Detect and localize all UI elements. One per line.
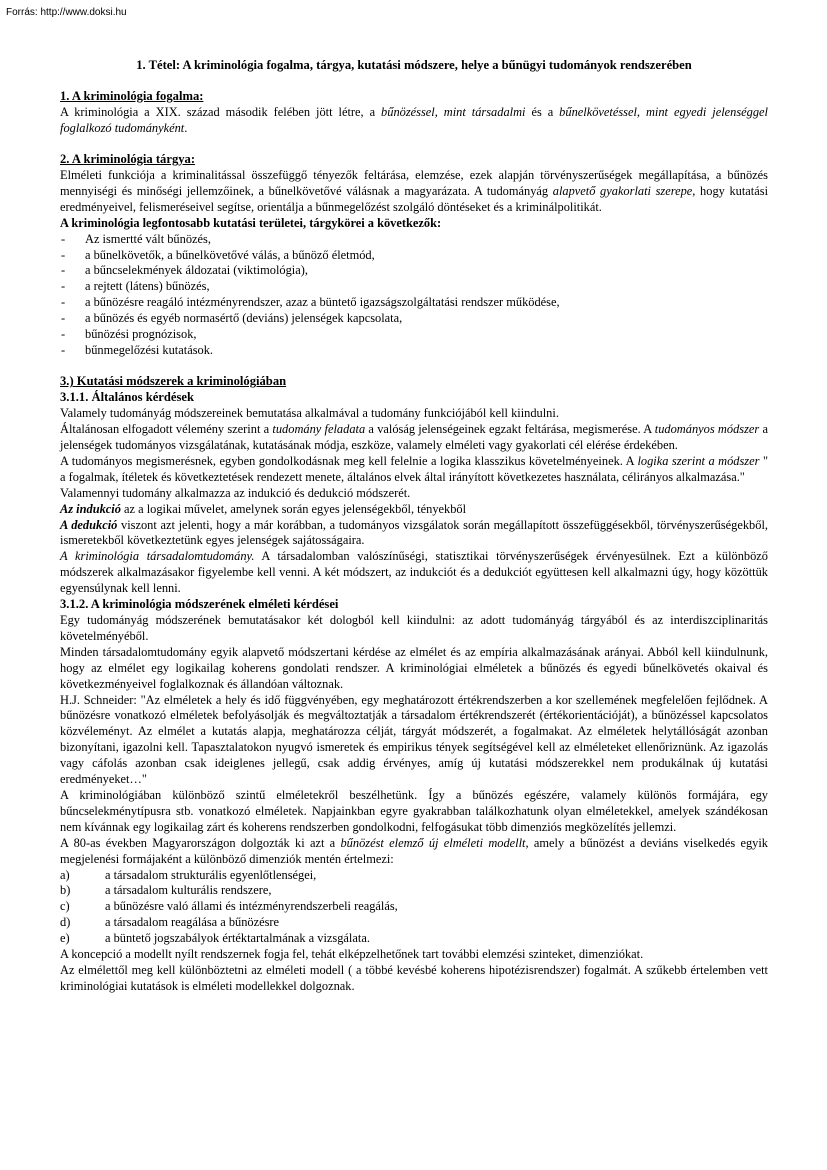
- section-3-heading: 3.) Kutatási módszerek a kriminológiában: [60, 374, 287, 389]
- list-item: d) a társadalom reagálása a bűnözésre: [60, 915, 280, 930]
- section-1-heading: 1. A kriminológia fogalma:: [60, 88, 204, 103]
- paragraph: Általánosan elfogadott vélemény szerint a tudomány feladata a valóság jelenségeinek egzakt feltárása, megismerése. A tudományos módszer a jelenségek tudományos vizsgálatának, kutatásának módja, eszköze, valamely elméleti vagy gyakorlati cél elérése érdekében.: [60, 422, 768, 453]
- section-2-paragraph: Elméleti funkciója a kriminalitással összefüggő tényezők feltárása, elemzése, ezek alapján törvényszerűségek megállapítása, a bűnözés mennyiségi és minőségi jellemzőinek, a bűnelkövetővé válásnak a magyarázata. A tudományág alapvető gyakorlati szerepe, hogy kutatási eredményeivel, felismeréseivel segítse, orientálja a bűnmegelőzést szolgáló döntéseket és a kriminálpolitikát.: [60, 168, 769, 214]
- list-item: - a bűnözés és egyéb normasértő (deviáns) jelenségek kapcsolata,: [60, 311, 768, 327]
- subsection-312-heading: 3.1.2. A kriminológia módszerének elméleti kérdései: [60, 597, 339, 612]
- list-item: e) a büntető jogszabályok értéktartalmának a vizsgálata.: [60, 931, 370, 946]
- source-label: Forrás: http://www.doksi.hu: [6, 7, 127, 18]
- quote-paragraph: H.J. Schneider: "Az elméletek a hely és idő függvényében, egy meghatározott értékrendszerben a kor szellemének megfelelően fejlődnek. A bűnözésre vonatkozó elméletek befolyásolják és megváltoztatják a társadalom értékrendszerét (értékorientációját), a bűnözéssel kapcsolatos közvéleményt. Az elmélet a kutatás alapja, meghatározza célját, tárgyát módszerét, a fogalmakat. Az elméletek helytállóságát azonban bizonyítani, igazolni kell. Tapasztalatokon nyugvó ismeretek és empirikus tények segítségével kell az elméleteket ellenőriznünk. Az igazolás vagy cáfolás azonban csak ideiglenes jellegű, csak addig érvényes, amíg új kutatási módszerekkel nem produkálnak új kutatási eredményeket…": [60, 692, 768, 787]
- paragraph: Az indukció az a logikai művelet, amelynek során egyes jelenségekből, tényekből: [60, 501, 467, 516]
- paragraph: A tudományos megismerésnek, egyben gondolkodásnak meg kell felelnie a logika klasszikus követelményeinek. A logika szerint a módszer " a fogalmak, ítéletek és következtetések rendezett menete, általános elvek által irányított következetes használata, célirányos alkalmazása.": [60, 453, 769, 484]
- list-item: b) a társadalom kulturális rendszere,: [60, 883, 272, 898]
- page-title: 1. Tétel: A kriminológia fogalma, tárgya, kutatási módszere, helye a bűnügyi tudományok rendszerében: [136, 58, 692, 72]
- paragraph: A kriminológia társadalomtudomány. A társadalomban valószínűségi, statisztikai törvényszerűségek érvényesülnek. Ezt a különböző módszerek alkalmazásakor figyelembe kell venni. A két módszert, az indukciót és a dedukciót együttesen kell alkalmazni úgy, hogy közöttük egyensúlynak kell lenni.: [60, 549, 768, 596]
- paragraph: Valamely tudományág módszereinek bemutatása alkalmával a tudomány funkciójából kell kiindulni.: [60, 406, 559, 421]
- paragraph: A kriminológiában különböző szintű elméletekről beszélhetünk. Így a bűnözés egészére, valamely különös formájára, egy bűncselekménytípusra stb. vonatkozó elméletek. Napjainkban egyre gyakrabban találkozhatunk olyan elméletekkel, amelyek szándékosan nem kívánnak egy logikailag zárt és koherens rendszerben gondolkodni, felfogásukat több dimenziós megközelítés jellemzi.: [60, 787, 768, 834]
- list-item: c) a bűnözésre való állami és intézményrendszerbeli reagálás,: [60, 899, 398, 914]
- list-item: - Az ismertté vált bűnözés,: [60, 232, 768, 248]
- paragraph: Minden társadalomtudomány egyik alapvető módszertani kérdése az elmélet és az empíria alkalmazásának arányai. Abból kell kiindulnunk, hogy az elmélet egy logikailag koherens gondolati rendszer. A kriminológiai elméletek a bűnözés és egyedi bűnelkövetés okaival és következményeivel foglalkoznak és állandóan változnak.: [60, 644, 768, 691]
- list-item: a) a társadalom strukturális egyenlőtlenségei,: [60, 867, 317, 882]
- research-areas-heading: A kriminológia legfontosabb kutatási területei, tárgykörei a következők:: [60, 215, 442, 230]
- paragraph: A koncepció a modellt nyílt rendszernek fogja fel, tehát elképzelhetőnek tart további elemzési szinteket, dimenziókat.: [60, 947, 644, 962]
- paragraph: Valamennyi tudomány alkalmazza az indukció és dedukció módszerét.: [60, 485, 411, 500]
- paragraph: Az elmélettől meg kell különböztetni az elméleti modell ( a többé kevésbé koherens hipotézisrendszer) fogalmát. A szűkebb értelemben vett kriminológiai kutatások is elméleti modellekkel dolgoznak.: [60, 962, 768, 993]
- list-item: - a bűnelkövetők, a bűnelkövetővé válás, a bűnöző életmód,: [60, 248, 768, 264]
- subsection-311-heading: 3.1.1. Általános kérdések: [60, 390, 194, 405]
- list-item: - a bűncselekmények áldozatai (viktimológia),: [60, 263, 768, 279]
- dimensions-list: [60, 868, 768, 948]
- section-1-paragraph: A kriminológia a XIX. század második felében jött létre, a bűnözéssel, mint társadalmi és a bűnelkövetéssel, mint egyedi jelenséggel foglalkozó tudományként.: [60, 104, 768, 135]
- paragraph: A dedukció viszont azt jelenti, hogy a már korábban, a tudományos vizsgálatok során megállapított összefüggésekből, törvényszerűségekből, ismeretekből következtetünk egyes jelenségek sajátosságaira.: [60, 517, 768, 548]
- list-item: - a rejtett (látens) bűnözés,: [60, 279, 768, 295]
- list-item: - a bűnözésre reagáló intézményrendszer, azaz a büntető igazságszolgáltatási rendszer működése,: [60, 295, 768, 311]
- paragraph: Egy tudományág módszerének bemutatásakor két dologból kell kiindulni: az adott tudományág tárgyából és az interdiszciplinaritás követelményéből.: [60, 613, 768, 643]
- list-item: - bűnözési prognózisok,: [60, 327, 768, 343]
- paragraph: A 80-as években Magyarországon dolgozták ki azt a bűnözést elemző új elméleti modellt, amely a bűnözést a deviáns viselkedés egyik megjelenési formájaként a különböző dimenziók mentén értelmezi:: [60, 835, 768, 866]
- research-areas-list: [60, 232, 768, 359]
- section-2-heading: 2. A kriminológia tárgya:: [60, 152, 196, 167]
- list-item: - bűnmegelőzési kutatások.: [60, 343, 768, 359]
- document-page: [60, 58, 768, 995]
